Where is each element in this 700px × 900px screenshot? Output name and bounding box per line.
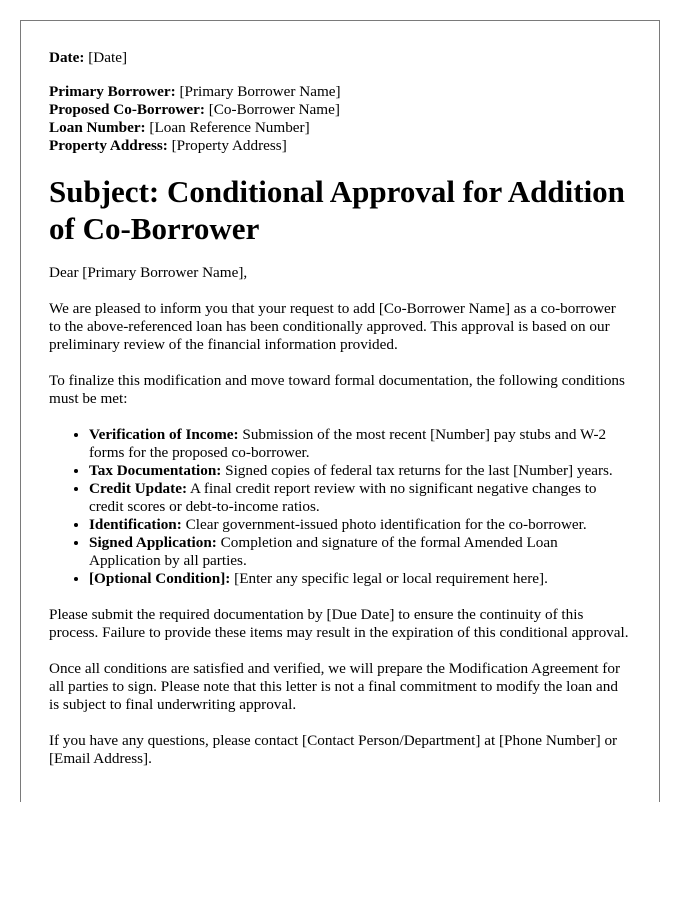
condition-item-identification [89, 516, 631, 534]
intro-paragraph: We are pleased to inform you that your request to add [Co-Borrower Name] as a co-borrower to the above-referenced loan has been conditionally approved. This approval is based on our preliminary review of the financial information provided. [49, 300, 616, 353]
condition-item-credit [89, 480, 631, 516]
condition-item-application [89, 534, 631, 570]
co-borrower-line [49, 101, 631, 119]
condition-label: Signed Application: [89, 534, 217, 551]
co-borrower-label: Proposed Co-Borrower: [49, 101, 205, 118]
primary-borrower-value: [Primary Borrower Name] [179, 83, 341, 100]
property-address-value: [Property Address] [171, 137, 287, 154]
date-line [49, 49, 631, 67]
loan-details [49, 83, 631, 155]
property-address-line [49, 137, 631, 155]
condition-item-tax [89, 462, 631, 480]
subject-heading: Subject: Conditional Approval for Addition of Co-Borrower [49, 174, 625, 246]
property-address-label: Property Address: [49, 137, 168, 154]
condition-label: Credit Update: [89, 480, 188, 497]
condition-text: Submission of the most recent [Number] pay stubs and W-2 forms for the proposed co-borrower. [89, 426, 607, 461]
loan-number-label: Loan Number: [49, 119, 146, 136]
condition-label: Verification of Income: [89, 426, 239, 443]
primary-borrower-line [49, 83, 631, 101]
date-value: [Date] [88, 49, 128, 66]
loan-number-line [49, 119, 631, 137]
primary-borrower-label: Primary Borrower: [49, 83, 176, 100]
condition-text: Signed copies of federal tax returns for the last [Number] years. [221, 462, 613, 479]
co-borrower-value: [Co-Borrower Name] [208, 101, 340, 118]
conditions-list [49, 426, 631, 588]
submit-paragraph: Please submit the required documentation by [Due Date] to ensure the continuity of this process. Failure to provide these items may result in the expiration of this conditional approval. [49, 606, 629, 641]
condition-item-optional [89, 570, 631, 588]
condition-item-income [89, 426, 631, 462]
date-label: Date: [49, 49, 85, 66]
condition-label: [Optional Condition]: [89, 570, 231, 587]
conditions-intro-paragraph: To finalize this modification and move toward formal documentation, the following conditions must be met: [49, 372, 625, 407]
condition-text: [Enter any specific legal or local requirement here]. [230, 570, 548, 587]
contact-paragraph: If you have any questions, please contact [Contact Person/Department] at [Phone Number] or [Email Address]. [49, 732, 618, 767]
condition-text: Clear government-issued photo identification for the co-borrower. [181, 516, 587, 533]
condition-text: A final credit report review with no significant negative changes to credit scores or debt-to-income ratios. [89, 480, 597, 515]
condition-label: Tax Documentation: [89, 462, 222, 479]
condition-label: Identification: [89, 516, 182, 533]
letter-page [20, 20, 660, 802]
condition-text: Completion and signature of the formal Amended Loan Application by all parties. [89, 534, 558, 569]
next-steps-paragraph: Once all conditions are satisfied and verified, we will prepare the Modification Agreement for all parties to sign. Please note that this letter is not a final commitment to modify the loan and is subject to final underwriting approval. [49, 660, 621, 713]
salutation: Dear [Primary Borrower Name], [49, 264, 248, 281]
loan-number-value: [Loan Reference Number] [149, 119, 310, 136]
